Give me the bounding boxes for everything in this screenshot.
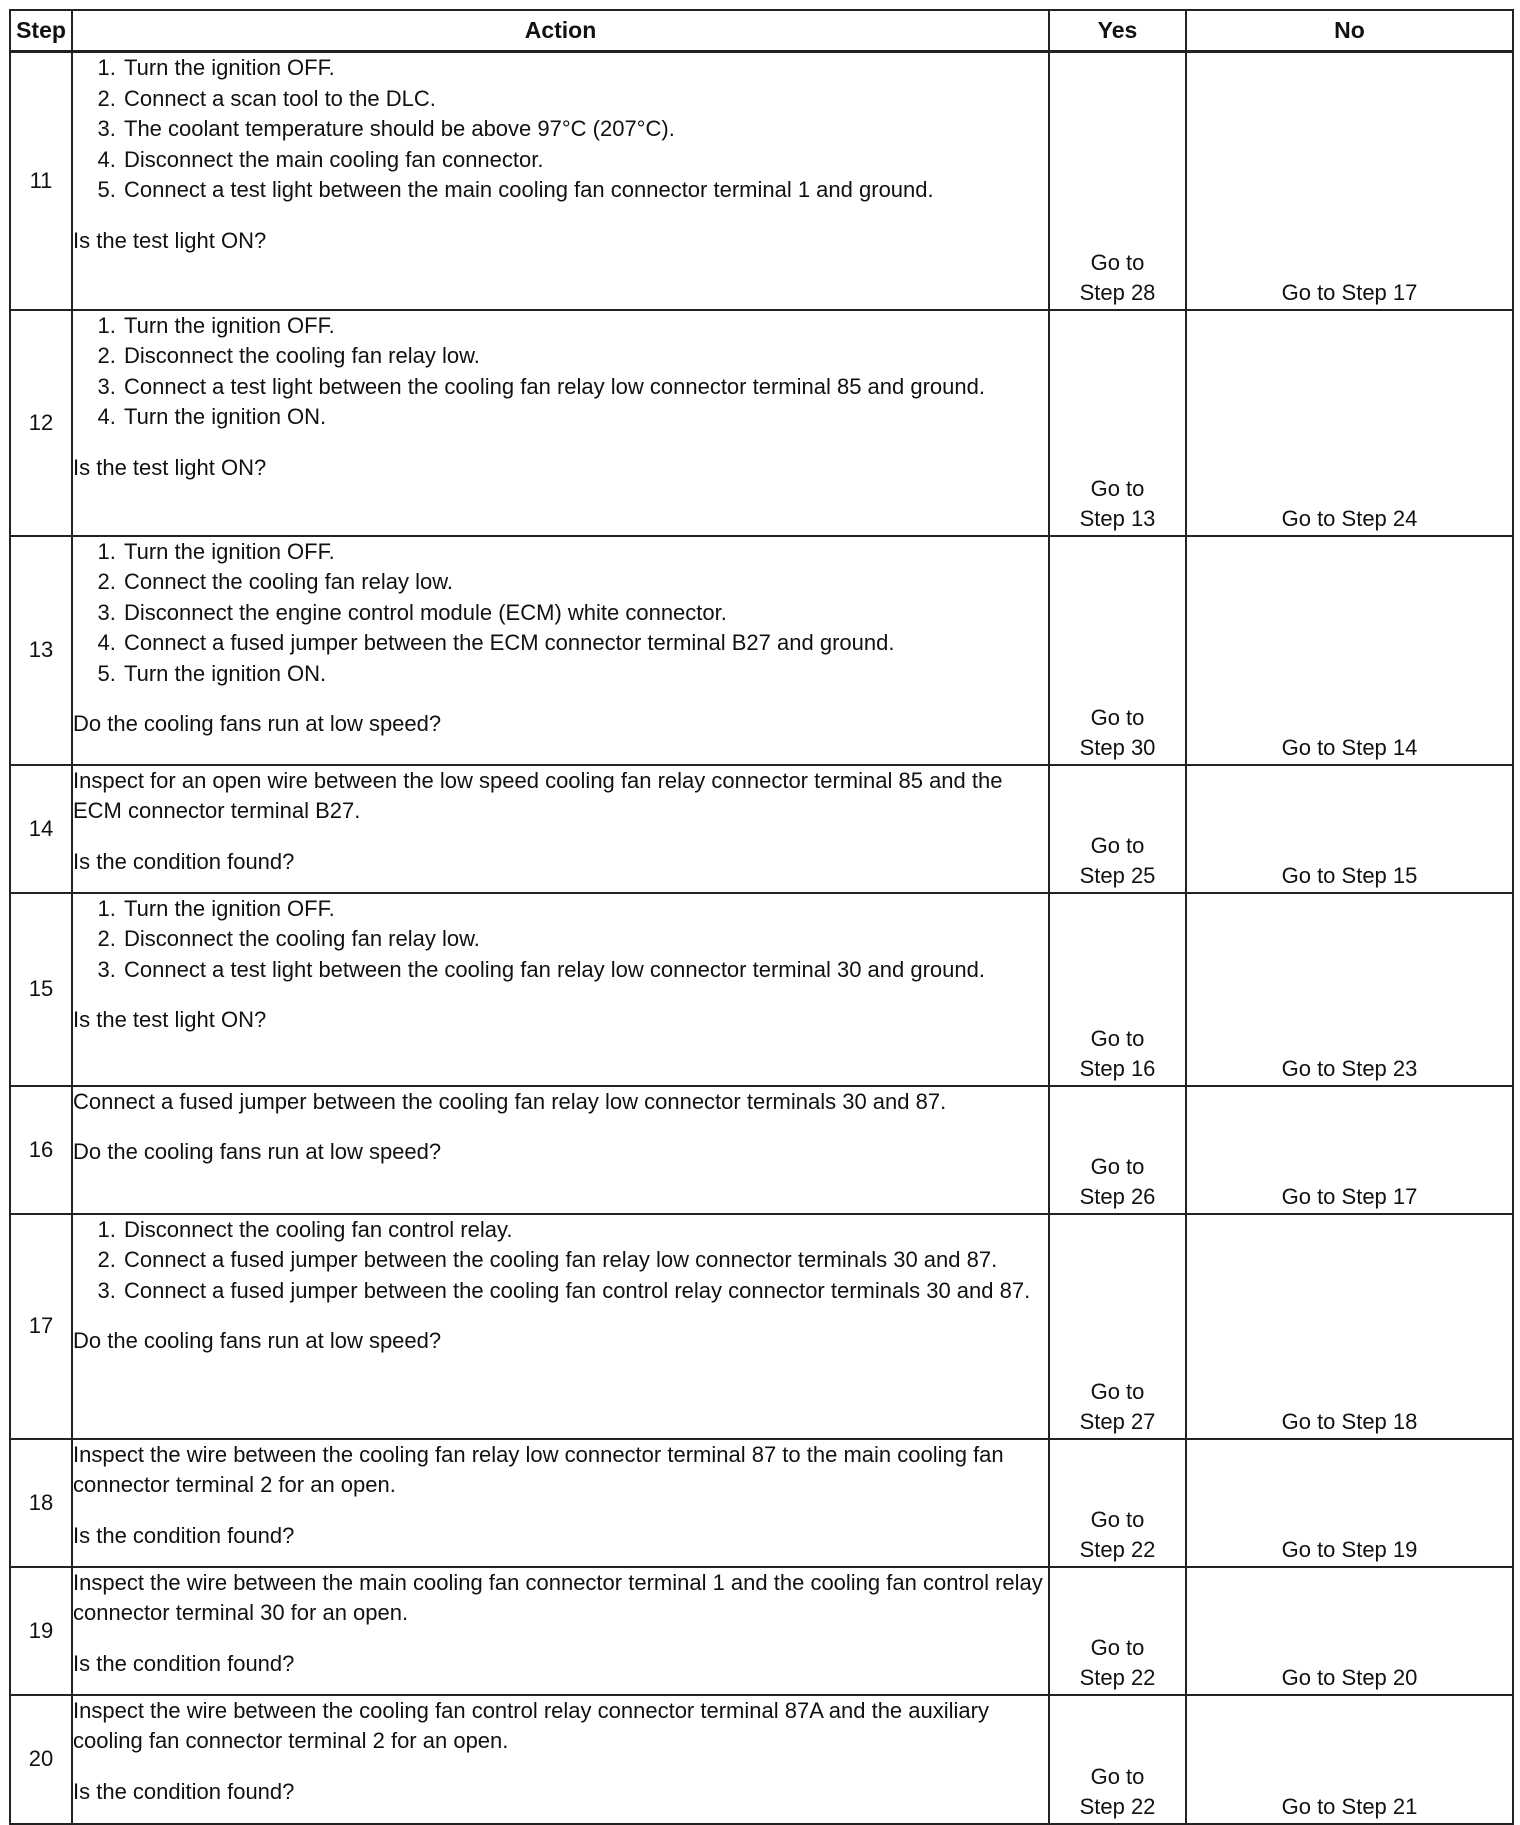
no-result: Go to Step 15 [1186,765,1513,893]
header-step: Step [10,10,72,52]
action-cell [72,1567,1049,1695]
action-step: 1. Turn the ignition OFF. [122,894,1048,925]
action-text: Connect a fused jumper between the cooling fan relay low connector terminals 30 and 87. [73,1088,947,1114]
action-text: Inspect the wire between the cooling fan control relay connector terminal 87A and the auxiliary cooling fan connector terminal 2 for an open. [73,1697,989,1753]
action-step: 2. Disconnect the cooling fan relay low. [122,924,1048,955]
step-number: 11 [10,52,72,310]
action-cell [72,765,1049,893]
table-row [10,765,1513,893]
yes-result [1049,1567,1186,1695]
step-number: 19 [10,1567,72,1695]
action-step: 4. Connect a fused jumper between the ECM connector terminal B27 and ground. [122,628,1048,659]
no-result: Go to Step 23 [1186,893,1513,1086]
action-step: 4. Turn the ignition ON. [122,402,1048,433]
step-number: 13 [10,536,72,765]
yes-result-text: Go to Step 30 [1079,704,1156,760]
table-row [10,1567,1513,1695]
action-step: 3. Connect a fused jumper between the cooling fan control relay connector terminals 30 and 87. [122,1276,1048,1307]
yes-result [1049,52,1186,310]
action-step: 3. Connect a test light between the cooling fan relay low connector terminal 30 and ground. [122,955,1048,986]
header-no: No [1186,10,1513,52]
action-step: 3. Connect a test light between the cooling fan relay low connector terminal 85 and ground. [122,372,1048,403]
yes-result [1049,1695,1186,1824]
no-result: Go to Step 21 [1186,1695,1513,1824]
action-text: Inspect the wire between the cooling fan relay low connector terminal 87 to the main cooling fan connector terminal 2 for an open. [73,1441,1004,1497]
action-steps-list [73,1215,1048,1307]
action-step: 1. Turn the ignition OFF. [122,537,1048,568]
yes-result-text: Go to Step 25 [1079,832,1156,888]
step-number: 15 [10,893,72,1086]
table-row [10,1214,1513,1439]
step-number: 20 [10,1695,72,1824]
yes-result-text: Go to Step 26 [1079,1153,1156,1209]
action-cell [72,1695,1049,1824]
action-steps-list [73,894,1048,986]
action-step: 5. Turn the ignition ON. [122,659,1048,690]
action-question: Is the test light ON? [73,227,267,253]
yes-result-text: Go to Step 28 [1079,249,1156,305]
table-row [10,1086,1513,1214]
action-step: 2. Disconnect the cooling fan relay low. [122,341,1048,372]
action-question: Is the test light ON? [73,454,267,480]
table-row [10,893,1513,1086]
action-steps-list [73,53,1048,206]
no-result: Go to Step 19 [1186,1439,1513,1567]
action-question: Is the condition found? [73,848,295,874]
action-step: 4. Disconnect the main cooling fan connector. [122,145,1048,176]
yes-result [1049,893,1186,1086]
step-number: 16 [10,1086,72,1214]
action-cell [72,893,1049,1086]
header-action: Action [72,10,1049,52]
action-cell [72,1439,1049,1567]
table-row [10,1695,1513,1824]
table-row [10,310,1513,536]
action-question: Do the cooling fans run at low speed? [73,1328,442,1353]
action-step: 2. Connect a fused jumper between the cooling fan relay low connector terminals 30 and 87. [122,1245,1048,1276]
action-step: 2. Connect a scan tool to the DLC. [122,84,1048,115]
action-step: 2. Connect the cooling fan relay low. [122,567,1048,598]
action-cell [72,310,1049,536]
no-result: Go to Step 17 [1186,52,1513,310]
action-steps-list [73,311,1048,433]
action-step: 5. Connect a test light between the main cooling fan connector terminal 1 and ground. [122,175,1048,206]
action-question: Do the cooling fans run at low speed? [73,1139,442,1164]
action-step: 1. Turn the ignition OFF. [122,53,1048,84]
yes-result [1049,1214,1186,1439]
no-result: Go to Step 14 [1186,536,1513,765]
action-question: Is the condition found? [73,1650,295,1676]
action-step: 3. The coolant temperature should be above 97°C (207°C). [122,114,1048,145]
header-row [10,10,1513,52]
yes-result-text: Go to Step 13 [1079,475,1156,531]
table-body [10,52,1513,1824]
action-text: Inspect the wire between the main cooling fan connector terminal 1 and the cooling fan control relay connector terminal 30 for an open. [73,1569,1043,1625]
action-steps-list [73,537,1048,690]
action-step: 3. Disconnect the engine control module (ECM) white connector. [122,598,1048,629]
yes-result [1049,765,1186,893]
yes-result [1049,536,1186,765]
action-step: 1. Disconnect the cooling fan control relay. [122,1215,1048,1246]
yes-result [1049,1086,1186,1214]
table-row [10,1439,1513,1567]
no-result: Go to Step 24 [1186,310,1513,536]
header-yes: Yes [1049,10,1186,52]
step-number: 12 [10,310,72,536]
table-row [10,536,1513,765]
action-text: Inspect for an open wire between the low speed cooling fan relay connector terminal 85 and the ECM connector terminal B27. [73,767,1003,823]
action-cell [72,536,1049,765]
diagnostic-table [9,9,1514,1825]
action-question: Do the cooling fans run at low speed? [73,711,442,736]
action-cell [72,1086,1049,1214]
step-number: 18 [10,1439,72,1567]
yes-result [1049,1439,1186,1567]
no-result: Go to Step 18 [1186,1214,1513,1439]
yes-result-text: Go to Step 27 [1079,1378,1156,1434]
yes-result-text: Go to Step 22 [1079,1506,1156,1562]
action-cell [72,52,1049,310]
action-question: Is the condition found? [73,1522,295,1548]
yes-result [1049,310,1186,536]
table-row [10,52,1513,310]
action-cell [72,1214,1049,1439]
action-question: Is the condition found? [73,1778,295,1804]
yes-result-text: Go to Step 22 [1079,1763,1156,1819]
step-number: 14 [10,765,72,893]
yes-result-text: Go to Step 22 [1079,1634,1156,1690]
action-step: 1. Turn the ignition OFF. [122,311,1048,342]
no-result: Go to Step 20 [1186,1567,1513,1695]
action-question: Is the test light ON? [73,1007,267,1032]
yes-result-text: Go to Step 16 [1079,1025,1156,1081]
no-result: Go to Step 17 [1186,1086,1513,1214]
step-number: 17 [10,1214,72,1439]
